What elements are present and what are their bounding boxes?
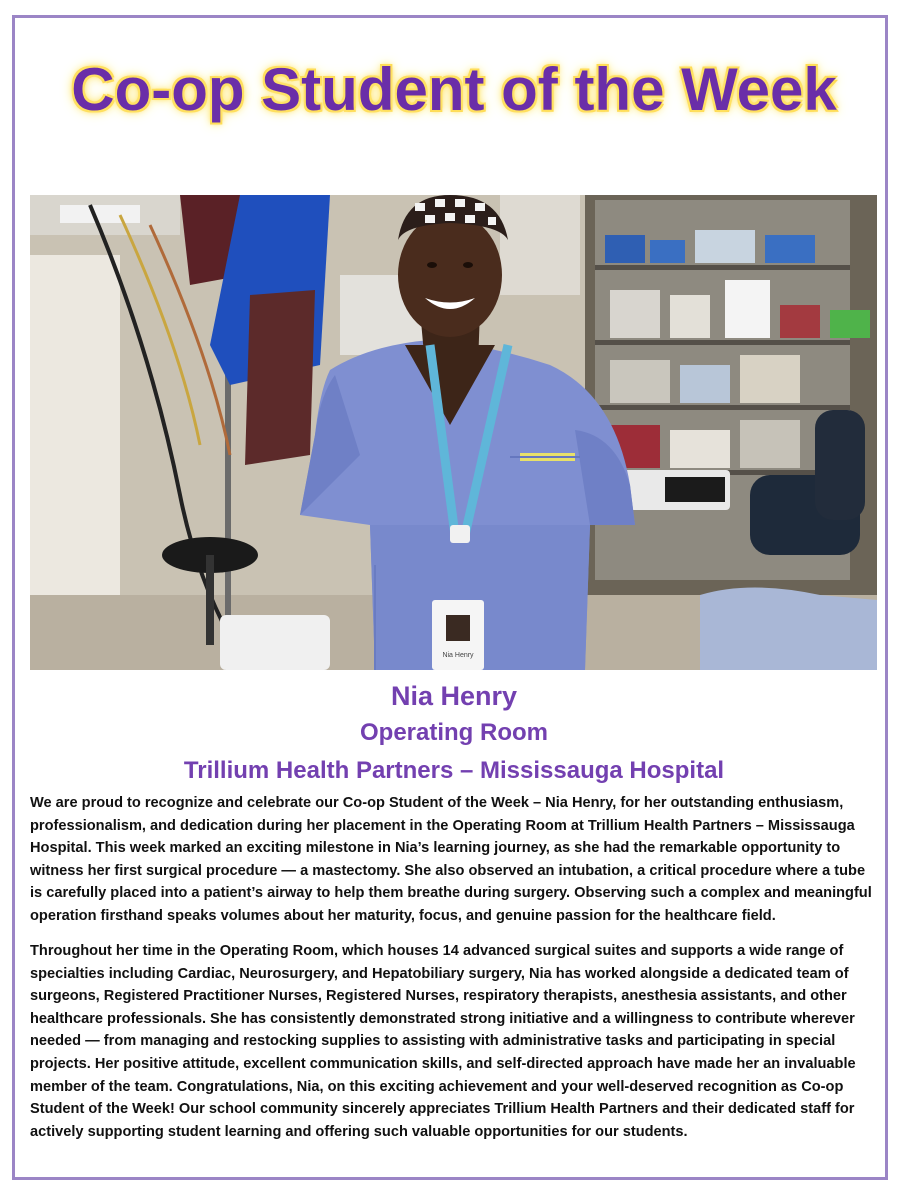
article-paragraph-2: Throughout her time in the Operating Room, which houses 14 advanced surgical suites and supports a wide range of specialties including Cardiac, Neurosurgery, and Hepatobiliary surgery, Nia has worked alongside a dedicated team of surgeons, Registered Practitioner Nurses, Registered Nurses, respiratory therapists, anesthesia assistants, and other healthcare professionals. She has consistently demonstrated strong initiative and a willingness to contribute wherever needed — from managing and restocking supplies to assisting with administrative tasks and participating in special projects. Her positive attitude, excellent communication skills, and self-directed approach have made her an invaluable member of the team. Congratulations, Nia, on this exciting achievement and your well-deserved recognition as Co-op Student of the Week! Our school community sincerely appreciates Trillium Health Partners and their dedicated staff for actively supporting student learning and offering such valuable opportunities for our students.: [30, 943, 856, 1140]
badge-name: Nia Henry: [442, 652, 474, 659]
student-organization: Trillium Health Partners – Mississauga Hospital: [183, 757, 725, 784]
student-name: Nia Henry: [390, 681, 518, 711]
student-department: Operating Room: [359, 719, 548, 746]
article-paragraph-1: We are proud to recognize and celebrate our Co-op Student of the Week – Nia Henry, for her outstanding enthusiasm, professionalism, and dedication during her placement in the Operating Room at Trillium Health Partners – Mississauga Hospital. This week marked an exciting milestone in Nia’s learning journey, as she had the remarkable opportunity to witness her first surgical procedure — a mastectomy. She also observed an intubation, a critical procedure where a tube is carefully placed into a patient’s airway to help them breathe during surgery. Observing such a complex and meaningful operation firsthand speaks volumes about her maturity, focus, and genuine passion for the healthcare field.: [30, 795, 872, 924]
page-title: Co-op Student of the Week: [71, 56, 837, 123]
student-photo: [30, 195, 877, 670]
